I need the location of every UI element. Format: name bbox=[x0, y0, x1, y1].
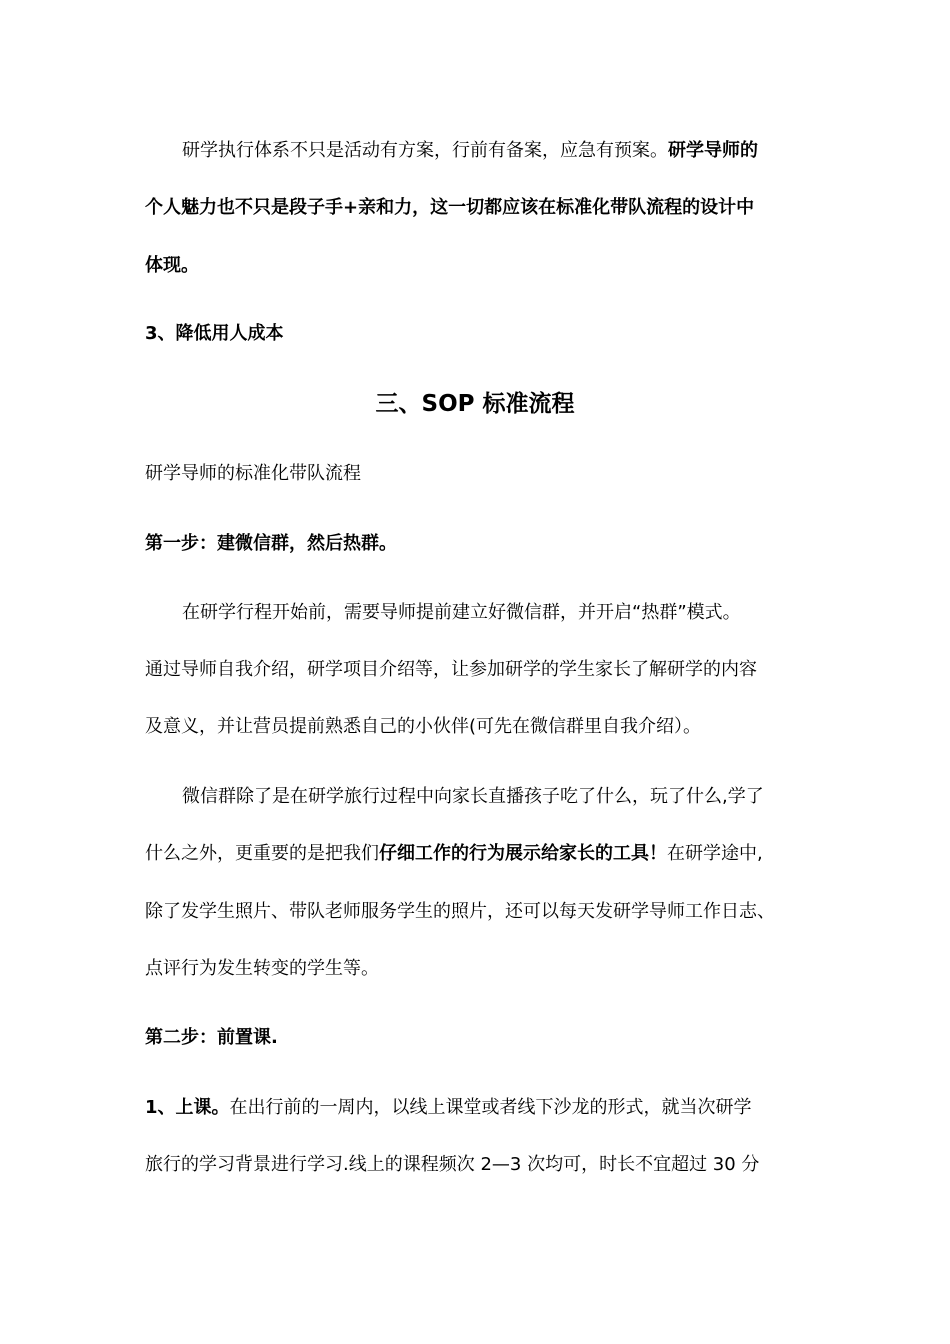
paragraph-4-line-2: 旅行的学习背景进行学习.线上的课程频次 2—3 次均可，时长不宜超过 30 分 bbox=[145, 1154, 760, 1175]
paragraph-2-line-3: 及意义，并让营员提前熟悉自己的小伙伴(可先在微信群里自我介绍）。 bbox=[145, 716, 702, 737]
text-normal: 在出行前的一周内，以线上课堂或者线下沙龙的形式，就当次研学 bbox=[229, 1097, 752, 1118]
text-normal: 在研学途中, bbox=[667, 843, 763, 864]
text-bold: 仔细工作的行为展示给家长的工具！ bbox=[379, 843, 667, 864]
paragraph-3-line-3: 除了发学生照片、带队老师服务学生的照片，还可以每天发研学导师工作日志、 bbox=[145, 901, 775, 922]
paragraph-3-line-1: 微信群除了是在研学旅行过程中向家长直播孩子吃了什么，玩了什么,学了 bbox=[182, 786, 764, 807]
paragraph-2-line-2: 通过导师自我介绍，研学项目介绍等，让参加研学的学生家长了解研学的内容 bbox=[145, 659, 757, 680]
list-item-3: 3、降低用人成本 bbox=[145, 323, 284, 344]
subtitle: 研学导师的标准化带队流程 bbox=[145, 463, 361, 484]
text-normal: 研学执行体系不只是活动有方案，行前有备案，应急有预案。 bbox=[182, 140, 668, 161]
paragraph-1-line-1 bbox=[182, 139, 862, 163]
paragraph-1-line-3: 体现。 bbox=[145, 255, 199, 276]
paragraph-1-line-2: 个人魅力也不只是段子手+亲和力，这一切都应该在标准化带队流程的设计中 bbox=[145, 197, 755, 218]
text-bold: 研学导师的 bbox=[668, 140, 758, 161]
text-bold: 1、上课。 bbox=[145, 1097, 230, 1118]
section-heading: 三、SOP 标准流程 bbox=[375, 391, 575, 417]
paragraph-3-line-2 bbox=[145, 842, 825, 866]
text-normal: 什么之外，更重要的是把我们 bbox=[145, 843, 379, 864]
step-1-title: 第一步：建微信群，然后热群。 bbox=[145, 533, 397, 554]
paragraph-3-line-4: 点评行为发生转变的学生等。 bbox=[145, 958, 379, 979]
paragraph-2-line-1: 在研学行程开始前，需要导师提前建立好微信群，并开启“热群”模式。 bbox=[182, 602, 741, 623]
paragraph-4-line-1 bbox=[145, 1096, 825, 1120]
step-2-title: 第二步：前置课. bbox=[145, 1027, 278, 1048]
